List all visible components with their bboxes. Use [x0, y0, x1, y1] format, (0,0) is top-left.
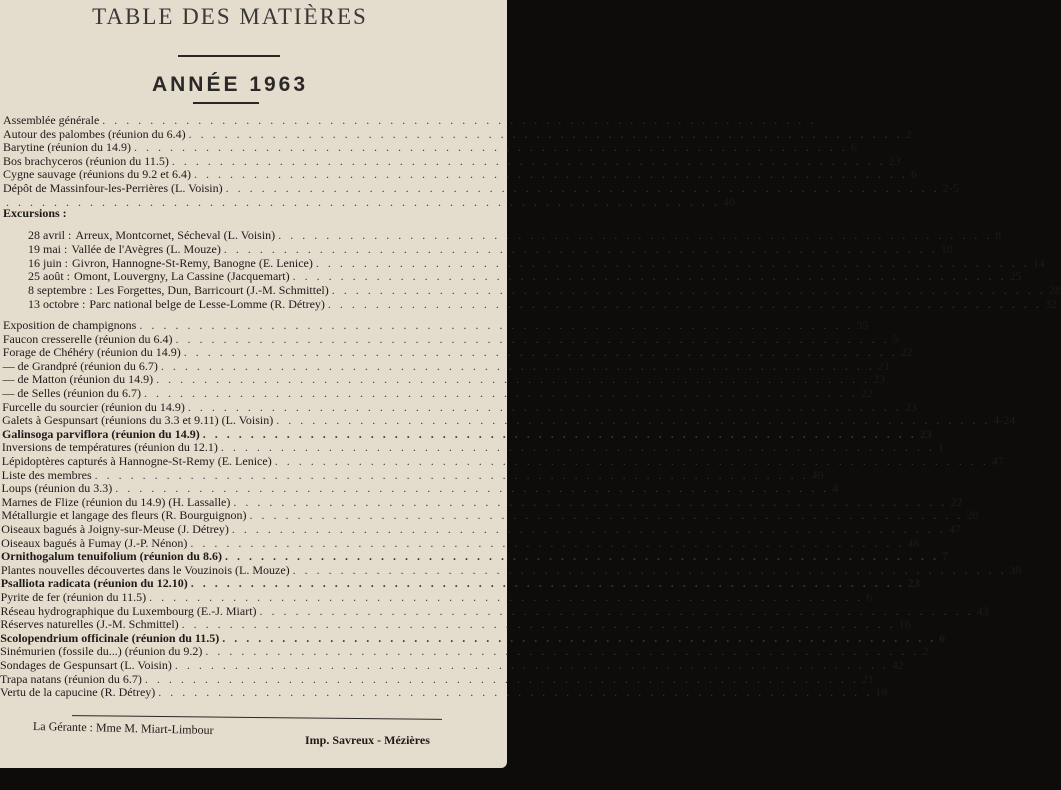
leader-dots: . . . . . . . . . . . . . . . . . . . . . . . . . . . . . . . . . . . . . . . . . . . . . . . . . . . . . . . . . . . . [292, 269, 1007, 284]
entry-label: Galinsoga parviflora (réunion du 14.9) [2, 426, 200, 441]
leader-dots: . . . . . . . . . . . . . . . . . . . . . . . . . . . . . . . . . . . . . . . . . . . . . . . . . . . . . . . . . . . . [274, 454, 989, 468]
leader-dots: . . . . . . . . . . . . . . . . . . . . . . . . . . . . . . . . . . . . . . . . . . . . . . . . . . . . . . . . . . . . [139, 318, 854, 332]
entry-label: Oiseaux bagués à Fumay (J.-P. Nénon) [1, 535, 188, 550]
page-title: TABLE DES MATIÈRES [92, 4, 368, 29]
leader-dots: . . . . . . . . . . . . . . . . . . . . . . . . . . . . . . . . . . . . . . . . . . . . . . . . . . . . . . . . . . . . [6, 194, 720, 209]
entry-page-number: 6 [850, 140, 857, 155]
entry-page-number: 22 [950, 494, 963, 509]
entry-page-number: 42 [891, 658, 904, 672]
entry-label: Métallurgie et langage des fleurs (R. Bourguignon) [1, 508, 247, 523]
entry-page-number: 2-5 [942, 181, 959, 195]
entry-label: Scolopendrium officinale (réunion du 11.5) [0, 630, 220, 645]
entry-page-number: 2 [922, 644, 929, 659]
entry-page-number: 19 [875, 685, 888, 700]
toc-entry [28, 241, 953, 256]
leader-dots: . . . . . . . . . . . . . . . . . . . . . . . . . . . . . . . . . . . . . . . . . . . . . . . . . . . . . . . . . . . . [315, 255, 1030, 270]
leader-dots: . . . . . . . . . . . . . . . . . . . . . . . . . . . . . . . . . . . . . . . . . . . . . . . . . . . . . . . . . . . . [193, 167, 908, 182]
entry-label: Psalliota radicata (réunion du 12.10) [0, 576, 188, 591]
entry-page-number: 22 [861, 386, 874, 400]
leader-dots: . . . . . . . . . . . . . . . . . . . . . . . . . . . . . . . . . . . . . . . . . . . . . . . . . . . . . . . . . . . . [205, 644, 920, 659]
leader-dots: . . . . . . . . . . . . . . . . . . . . . . . . . . . . . . . . . . . . . . . . . . . . . . . . . . . . . . . . . . . . [224, 549, 939, 564]
entry-label: — de Matton (réunion du 14.9) [2, 372, 154, 387]
toc-entry [0, 603, 989, 618]
entry-page-number: 6 [939, 630, 946, 645]
leader-dots: . . . . . . . . . . . . . . . . . . . . . . . . . . . . . . . . . . . . . . . . . . . . . . . . . . . . . . . . . . . . [102, 113, 817, 127]
entry-label: Sondages de Gespunsart (L. Voisin) [0, 658, 172, 672]
entry-label: Barytine (réunion du 14.9) [3, 140, 131, 155]
leader-dots: . . . . . . . . . . . . . . . . . . . . . . . . . . . . . . . . . . . . . . . . . . . . . . . . . . . . . . . . . . . . [292, 562, 1007, 577]
toc-entry [1, 522, 961, 536]
leader-dots: . . . . . . . . . . . . . . . . . . . . . . . . . . . . . . . . . . . . . . . . . . . . . . . . . . . . . . . . . . . . [133, 140, 848, 155]
entry-label: Les Forgettes, Dun, Barricourt (J.-M. Schmittel) [96, 283, 329, 298]
entry-page-number: 48 [907, 535, 920, 550]
entry-page-number: 8 [995, 228, 1002, 242]
toc-entry [2, 331, 899, 346]
toc-entry [0, 671, 874, 686]
leader-dots: . . . . . . . . . . . . . . . . . . . . . . . . . . . . . . . . . . . . . . . . . . . . . . . . . . . . . . . . . . . . [233, 494, 948, 509]
entry-label: Inversions de températures (réunion du 12.1) [1, 440, 218, 455]
toc-entry [3, 194, 735, 209]
toc-entry [28, 297, 1057, 311]
toc-entry [0, 644, 929, 659]
entry-label: Réseau hydrographique du Luxembourg (E.-J. Miart) [0, 603, 257, 618]
entry-page-number: 21 [861, 671, 874, 686]
entry-label: Bos brachyceros (réunion du 11.5) [3, 153, 169, 168]
toc-entry [3, 126, 912, 141]
entry-label: Pyrite de fer (réunion du 11.5) [0, 590, 147, 604]
leader-dots: . . . . . . . . . . . . . . . . . . . . . . . . . . . . . . . . . . . . . . . . . . . . . . . . . . . . . . . . . . . . [174, 658, 889, 672]
toc-entry [2, 399, 917, 414]
entry-page-number: 23 [907, 576, 920, 591]
leader-dots: . . . . . . . . . . . . . . . . . . . . . . . . . . . . . . . . . . . . . . . . . . . . . . . . . . . . . . . . . . . . [160, 358, 875, 373]
leader-dots: . . . . . . . . . . . . . . . . . . . . . . . . . . . . . . . . . . . . . . . . . . . . . . . . . . . . . . . . . . . . [156, 372, 871, 387]
leader-dots: . . . . . . . . . . . . . . . . . . . . . . . . . . . . . . . . . . . . . . . . . . . . . . . . . . . . . . . . . . . . [181, 617, 896, 632]
entry-page-number: 32 [1044, 297, 1057, 311]
entry-label: Liste des membres [1, 467, 92, 482]
leader-dots: . . . . . . . . . . . . . . . . . . . . . . . . . . . . . . . . . . . . . . . . . . . . . . . . . . . . . . . . . . . . [190, 535, 905, 550]
toc-entry [3, 153, 901, 168]
entry-label: Furcelle du sourcier (réunion du 14.9) [2, 399, 185, 414]
toc-entry [0, 630, 946, 645]
leader-dots: . . . . . . . . . . . . . . . . . . . . . . . . . . . . . . . . . . . . . . . . . . . . . . . . . . . . . . . . . . . . [171, 153, 886, 168]
year-heading: ANNÉE 1963 [151, 73, 309, 96]
gerante-line: La Gérante : Mme M. Miart-Limbour [32, 718, 214, 738]
entry-page-number: 5 [892, 331, 899, 346]
entry-label: Vallée de l'Avègres (L. Mouze) [71, 241, 221, 256]
entry-label: Galets à Gespunsart (réunions du 3.3 et 9.11) (L. Voisin) [2, 413, 274, 428]
entry-page-number: 23 [904, 399, 917, 414]
entry-label: Marnes de Flize (réunion du 14.9) (H. Lassalle) [1, 494, 231, 509]
toc-entry [1, 508, 979, 523]
toc-entry [0, 685, 888, 700]
entry-label: Lépidoptères capturés à Hannogne-St-Remy (E. Lenice) [1, 454, 272, 468]
leader-dots: . . . . . . . . . . . . . . . . . . . . . . . . . . . . . . . . . . . . . . . . . . . . . . . . . . . . . . . . . . . . [220, 440, 935, 455]
leader-dots: . . . . . . . . . . . . . . . . . . . . . . . . . . . . . . . . . . . . . . . . . . . . . . . . . . . . . . . . . . . . [187, 399, 902, 414]
toc-entry [0, 576, 920, 591]
entry-page-number: 40 [723, 194, 735, 209]
entry-date: 13 octobre : [28, 297, 86, 311]
toc-entry [3, 140, 857, 155]
leader-dots: . . . . . . . . . . . . . . . . . . . . . . . . . . . . . . . . . . . . . . . . . . . . . . . . . . . . . . . . . . . . [202, 426, 917, 441]
toc-entry [2, 426, 932, 441]
toc-entry [3, 318, 869, 332]
entry-page-number: 23 [888, 153, 901, 168]
printer-line: Imp. Savreux - Mézières [305, 733, 430, 747]
entry-label: — de Grandpré (réunion du 6.7) [2, 358, 158, 373]
toc-entry [28, 255, 1045, 270]
entry-page-number: 10 [940, 241, 953, 256]
entry-label: Sinémurien (fossile du...) (réunion du 9.2) [0, 644, 203, 659]
entry-page-number: 43 [976, 603, 989, 618]
excursions-heading: Excursions : [3, 206, 67, 220]
entry-date: 19 mai : [28, 241, 68, 256]
leader-dots: . . . . . . . . . . . . . . . . . . . . . . . . . . . . . . . . . . . . . . . . . . . . . . . . . . . . . . . . . . . . [115, 481, 830, 496]
entry-page-number: 47 [991, 454, 1004, 468]
entry-page-number: 22 [900, 345, 913, 360]
leader-dots: . . . . . . . . . . . . . . . . . . . . . . . . . . . . . . . . . . . . . . . . . . . . . . . . . . . . . . . . . . . . [94, 467, 809, 482]
toc-entry [28, 228, 1002, 242]
toc-entry [28, 283, 1061, 298]
entry-date: 25 août : [28, 269, 70, 284]
entry-page-number: 28 [1048, 283, 1061, 298]
toc-entry [2, 358, 890, 373]
leader-dots: . . . . . . . . . . . . . . . . . . . . . . . . . . . . . . . . . . . . . . . . . . . . . . . . . . . . . . . . . . . . [276, 413, 991, 428]
entry-page-number: 1 [937, 440, 944, 455]
entry-label: Arreux, Montcornet, Sécheval (L. Voisin) [75, 228, 276, 242]
entry-label: Loups (réunion du 3.3) [1, 481, 113, 496]
entry-page-number: 20 [966, 508, 979, 523]
leader-dots: . . . . . . . . . . . . . . . . . . . . . . . . . . . . . . . . . . . . . . . . . . . . . . . . . . . . . . . . . . . . [278, 228, 993, 242]
leader-dots: . . . . . . . . . . . . . . . . . . . . . . . . . . . . . . . . . . . . . . . . . . . . . . . . . . . . . . . . . . . . [225, 181, 940, 195]
entry-label: Réserves naturelles (J.-M. Schmittel) [0, 617, 179, 632]
entry-page-number: 38 [1009, 562, 1022, 577]
toc-entry [1, 440, 944, 455]
entry-label: Faucon cresserelle (réunion du 6.4) [2, 331, 173, 346]
entry-page-number: 23 [919, 426, 932, 441]
toc-entry [28, 269, 1022, 284]
entry-label: Omont, Louvergny, La Cassine (Jacquemart) [74, 269, 290, 284]
entry-label: Parc national belge de Lesse-Lomme (R. Détrey) [89, 297, 325, 311]
entry-label: — de Selles (réunion du 6.7) [2, 386, 142, 400]
entry-label: Plantes nouvelles découvertes dans le Vouzinois (L. Mouze) [0, 562, 290, 577]
entry-label: Ornithogalum tenuifolium (réunion du 8.6) [0, 549, 222, 564]
leader-dots: . . . . . . . . . . . . . . . . . . . . . . . . . . . . . . . . . . . . . . . . . . . . . . . . . . . . . . . . . . . . [259, 603, 974, 618]
toc-entry [3, 181, 959, 195]
entry-page-number: 6 [910, 167, 917, 182]
entry-page-number: 7 [941, 549, 948, 564]
toc-entry [0, 658, 904, 672]
entry-date: 8 septembre : [28, 283, 93, 298]
leader-dots: . . . . . . . . . . . . . . . . . . . . . . . . . . . . . . . . . . . . . . . . . . . . . . . . . . . . . . . . . . . . [222, 630, 937, 645]
toc-entry [1, 467, 824, 482]
toc-entry [2, 372, 886, 387]
entry-page-number: 25 [1009, 269, 1022, 284]
leader-dots: . . . . . . . . . . . . . . . . . . . . . . . . . . . . . . . . . . . . . . . . . . . . . . . . . . . . . . . . . . . . [183, 345, 898, 360]
entry-label: Cygne sauvage (réunions du 9.2 et 6.4) [3, 167, 191, 182]
toc-entry [3, 113, 817, 127]
entry-page-number: 4-24 [993, 413, 1016, 428]
entry-page-number: 49 [811, 467, 824, 482]
leader-dots: . . . . . . . . . . . . . . . . . . . . . . . . . . . . . . . . . . . . . . . . . . . . . . . . . . . . . . . . . . . . [331, 283, 1046, 298]
entry-page-number: 6 [866, 590, 873, 604]
entry-page-number: 21 [877, 358, 890, 373]
entry-label: Assemblée générale [3, 113, 100, 127]
entry-label: Oiseaux bagués à Joigny-sur-Meuse (J. Détrey) [1, 522, 229, 536]
toc-entry [0, 549, 948, 564]
leader-dots: . . . . . . . . . . . . . . . . . . . . . . . . . . . . . . . . . . . . . . . . . . . . . . . . . . . . . . . . . . . . [188, 126, 903, 141]
leader-dots: . . . . . . . . . . . . . . . . . . . . . . . . . . . . . . . . . . . . . . . . . . . . . . . . . . . . . . . . . . . . [144, 386, 859, 400]
leader-dots: . . . . . . . . . . . . . . . . . . . . . . . . . . . . . . . . . . . . . . . . . . . . . . . . . . . . . . . . . . . . [327, 297, 1042, 311]
entry-page-number: 2 [905, 126, 912, 141]
entry-page-number: 35 [856, 318, 869, 332]
toc-entry [0, 590, 873, 604]
leader-dots: . . . . . . . . . . . . . . . . . . . . . . . . . . . . . . . . . . . . . . . . . . . . . . . . . . . . . . . . . . . . [223, 241, 938, 256]
entry-page-number: 23 [873, 372, 886, 387]
entry-label: Trapa natans (réunion du 6.7) [0, 671, 142, 686]
toc-entry [2, 413, 1016, 428]
entry-label: Dépôt de Massinfour-les-Perrières (L. Voisin) [3, 181, 223, 195]
toc-entry [0, 562, 1022, 577]
toc-entry [2, 345, 913, 360]
toc-entry [1, 535, 920, 550]
leader-dots: . . . . . . . . . . . . . . . . . . . . . . . . . . . . . . . . . . . . . . . . . . . . . . . . . . . . . . . . . . . . [249, 508, 964, 523]
entry-page-number: 4 [832, 481, 839, 496]
entry-page-number: 14 [1032, 255, 1045, 270]
leader-dots: . . . . . . . . . . . . . . . . . . . . . . . . . . . . . . . . . . . . . . . . . . . . . . . . . . . . . . . . . . . . [158, 685, 873, 700]
entry-page-number: 47 [948, 522, 961, 536]
entry-label: Autour des palombes (réunion du 6.4) [3, 126, 186, 141]
toc-entry [3, 167, 917, 182]
leader-dots: . . . . . . . . . . . . . . . . . . . . . . . . . . . . . . . . . . . . . . . . . . . . . . . . . . . . . . . . . . . . [144, 671, 859, 686]
toc-entry [1, 454, 1004, 468]
leader-dots: . . . . . . . . . . . . . . . . . . . . . . . . . . . . . . . . . . . . . . . . . . . . . . . . . . . . . . . . . . . . [175, 331, 890, 346]
toc-entry [1, 494, 963, 509]
leader-dots: . . . . . . . . . . . . . . . . . . . . . . . . . . . . . . . . . . . . . . . . . . . . . . . . . . . . . . . . . . . . [231, 522, 946, 536]
toc-entry [1, 481, 839, 496]
toc-entry [2, 386, 874, 400]
leader-dots: . . . . . . . . . . . . . . . . . . . . . . . . . . . . . . . . . . . . . . . . . . . . . . . . . . . . . . . . . . . . [149, 590, 864, 604]
entry-label: Vertu de la capucine (R. Détrey) [0, 685, 156, 700]
leader-dots: . . . . . . . . . . . . . . . . . . . . . . . . . . . . . . . . . . . . . . . . . . . . . . . . . . . . . . . . . . . . [190, 576, 905, 591]
entry-label: Givron, Hannogne-St-Remy, Banogne (E. Lenice) [72, 255, 313, 270]
toc-entry [0, 617, 911, 632]
entry-date: 16 juin : [28, 255, 69, 270]
entry-label: Exposition de champignons [3, 318, 137, 332]
entry-page-number: 16 [898, 617, 911, 632]
entry-label: Forage de Chéhéry (réunion du 14.9) [2, 345, 181, 360]
entry-date: 28 avril : [28, 228, 72, 242]
